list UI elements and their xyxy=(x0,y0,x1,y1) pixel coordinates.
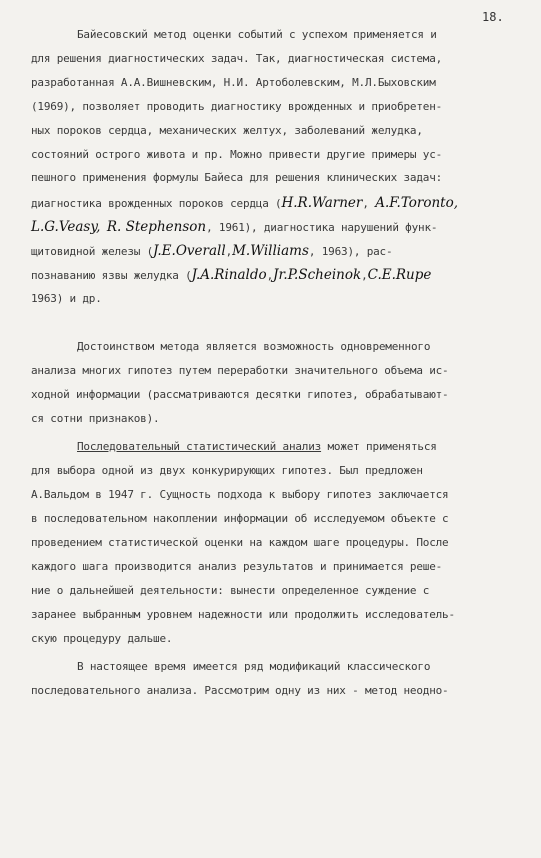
p1-line-10-text: щитовидной железы ( xyxy=(31,245,154,258)
p1-line-5: ных пороков сердца, механических желтух, заболеваний желудка, xyxy=(31,124,423,137)
p3-line-9: скую процедуру дальше. xyxy=(31,632,173,645)
p1-line-1: Байесовский метод оценки событий с успехом применяется и xyxy=(77,28,437,41)
p1-line-6: состояний острого живота и пр. Можно привести другие примеры ус- xyxy=(31,148,443,161)
p3-line-5: проведением статистической оценки на каждом шаге процедуры. После xyxy=(31,536,449,549)
handwritten-author: M.Williams xyxy=(232,243,309,259)
separator: , xyxy=(362,197,376,210)
p1-line-8-text: диагностика врожденных пороков сердца ( xyxy=(31,197,282,210)
p1-line-11 xyxy=(31,268,513,282)
p1-line-3: разработанная А.А.Вишневским, Н.И. Артоболевским, М.Л.Быховским xyxy=(31,76,436,89)
p1-line-7: пешного применения формулы Байеса для решения клинических задач: xyxy=(31,171,443,184)
p4-line-2: последовательного анализа. Рассмотрим одну из них - метод неодно- xyxy=(31,684,449,697)
separator: , xyxy=(266,269,274,282)
p1-line-9 xyxy=(31,220,513,234)
p4-line-1: В настоящее время имеется ряд модификаций классического xyxy=(77,660,431,673)
handwritten-author: Jr.P.Scheinok xyxy=(273,267,362,283)
p1-line-11-text: познаванию язвы желудка ( xyxy=(31,269,192,282)
p3-line-1 xyxy=(77,440,517,454)
handwritten-author: R. Stephenson xyxy=(106,219,207,235)
p1-line-8 xyxy=(31,196,513,210)
p2-line-1: Достоинством метода является возможность одновременного xyxy=(77,340,431,353)
handwritten-author: J.E.Overall xyxy=(153,243,226,259)
p1-line-9-text: , 1961), диагностика нарушений функ- xyxy=(206,221,438,234)
p3-line-6: каждого шага производится анализ результатов и принимается реше- xyxy=(31,560,443,573)
section-term-underlined: Последовательный статистический анализ xyxy=(77,440,322,453)
handwritten-author: H.R.Warner xyxy=(281,195,363,211)
handwritten-author: L.G.Veasy, xyxy=(31,219,101,235)
p3-line-1-rest: может применяться xyxy=(321,440,437,453)
p1-line-10 xyxy=(31,244,513,258)
p2-line-3: ходной информации (рассматриваются десятки гипотез, обрабатывают- xyxy=(31,388,449,401)
p2-line-4: ся сотни признаков). xyxy=(31,412,160,425)
separator: , xyxy=(225,245,233,258)
p1-line-10-tail: , 1963), рас- xyxy=(308,245,393,258)
p3-line-7: ние о дальнейшей деятельности: вынести определенное суждение с xyxy=(31,584,430,597)
separator: , xyxy=(361,269,368,282)
p1-line-2: для решения диагностических задач. Так, диагностическая система, xyxy=(31,52,443,65)
p3-line-3: А.Вальдом в 1947 г. Сущность подхода к выбору гипотез заключается xyxy=(31,488,449,501)
p3-line-4: в последовательном накоплении информации об исследуемом объекте с xyxy=(31,512,449,525)
p1-line-12: 1963) и др. xyxy=(31,292,102,305)
handwritten-author: C.E.Rupe xyxy=(367,267,432,283)
handwritten-author: A.F.Toronto, xyxy=(375,195,459,211)
p3-line-2: для выбора одной из двух конкурирующих гипотез. Был предложен xyxy=(31,464,423,477)
p2-line-2: анализа многих гипотез путем переработки значительного объема ис- xyxy=(31,364,449,377)
p1-line-4: (1969), позволяет проводить диагностику врожденных и приобретен- xyxy=(31,100,443,113)
p3-line-8: заранее выбранным уровнем надежности или продолжить исследователь- xyxy=(31,608,455,621)
handwritten-author: J.A.Rinaldo xyxy=(191,267,267,283)
page-number: 18. xyxy=(482,10,504,24)
